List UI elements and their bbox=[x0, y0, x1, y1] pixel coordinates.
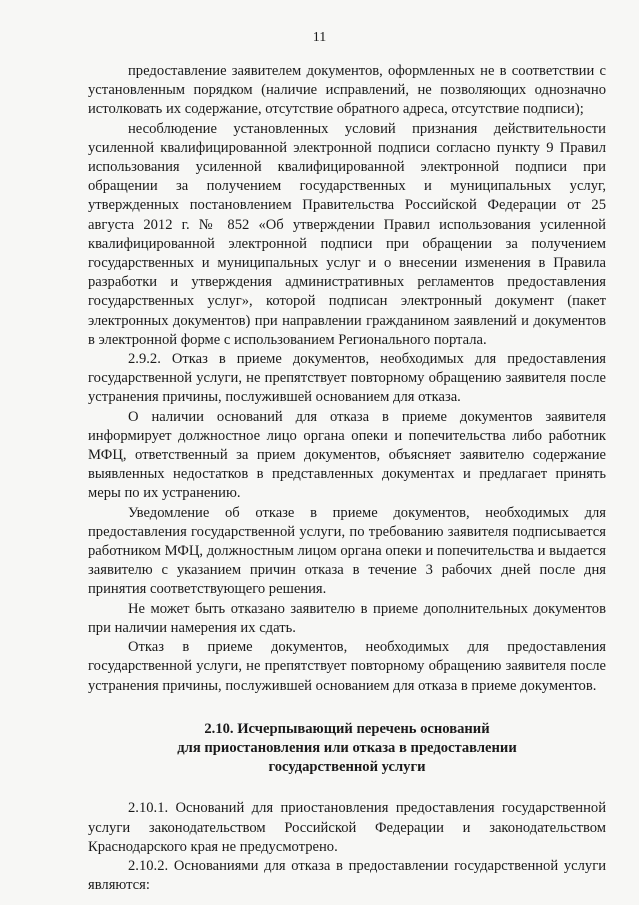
paragraph-9: 2.10.2. Основаниями для отказа в предоставлении государственной услуги являются: bbox=[88, 857, 606, 894]
heading-line-3: государственной услуги bbox=[268, 759, 426, 776]
paragraph-2: несоблюдение установленных условий признания действительности усиленной квалифицированной электронной подписи согласно пункту 9 Правил использования усиленной квалифицированной электронной подписи при обращении за получением государственных и муниципальных услуг, утвержденных постановлением Правительства Российской Федерации от 25 августа 2012 г. № 852 «Об утверждении Правил использования усиленной квалифицированной электронной подписи при обращении за получением государственных и муниципальных услуг и о внесении изменения в Правила разработки и утверждения административных регламентов предоставления государственных услуг», которой подписан электронный документ (пакет электронных документов) при направлении гражданином заявлений и документов в электронной форме с использованием Регионального портала. bbox=[88, 120, 606, 348]
paragraph-6: Не может быть отказано заявителю в приеме дополнительных документов при наличии намерения их сдать. bbox=[88, 600, 606, 636]
paragraph-7: Отказ в приеме документов, необходимых для предоставления государственной услуги, не препятствует повторному обращению заявителя после устранения причины, послужившей основанием для отказа в приеме документов. bbox=[88, 639, 606, 694]
page-number: 11 bbox=[312, 30, 327, 45]
paragraph-4: О наличии оснований для отказа в приеме документов заявителя информирует должностное лицо органа опеки и попечительства либо работник МФЦ, ответственный за прием документов, объясняет заявителю содержание выявленных недостатков в представленных документах и предлагает принять меры по их устранению. bbox=[88, 408, 606, 502]
paragraph-3: 2.9.2. Отказ в приеме документов, необходимых для предоставления государственной услуги, не препятствует повторному обращению заявителя после устранения причины, послужившей основанием для отказа. bbox=[88, 351, 606, 406]
heading-line-1: 2.10. Исчерпывающий перечень оснований bbox=[204, 720, 490, 737]
paragraph-8: 2.10.1. Оснований для приостановления предоставления государственной услуги законодательством Российской Федерации и законодательством Краснодарского края не предусмотрено. bbox=[88, 800, 606, 855]
document-body bbox=[88, 62, 606, 895]
heading-line-2: для приостановления или отказа в предоставлении bbox=[177, 739, 517, 756]
paragraph-5: Уведомление об отказе в приеме документов, необходимых для предоставления государственной услуги, по требованию заявителя подписывается работником МФЦ, должностным лицом органа опеки и попечительства и выдается заявителю с указанием причин отказа в течение 3 рабочих дней после дня принятия соответствующего решения. bbox=[88, 504, 606, 598]
section-heading bbox=[88, 720, 606, 778]
paragraph-1: предоставление заявителем документов, оформленных не в соответствии с установленным порядком (наличие исправлений, не позволяющих однозначно истолковать их содержание, отсутствие обратного адреса, отсутствие подписи); bbox=[88, 63, 606, 118]
